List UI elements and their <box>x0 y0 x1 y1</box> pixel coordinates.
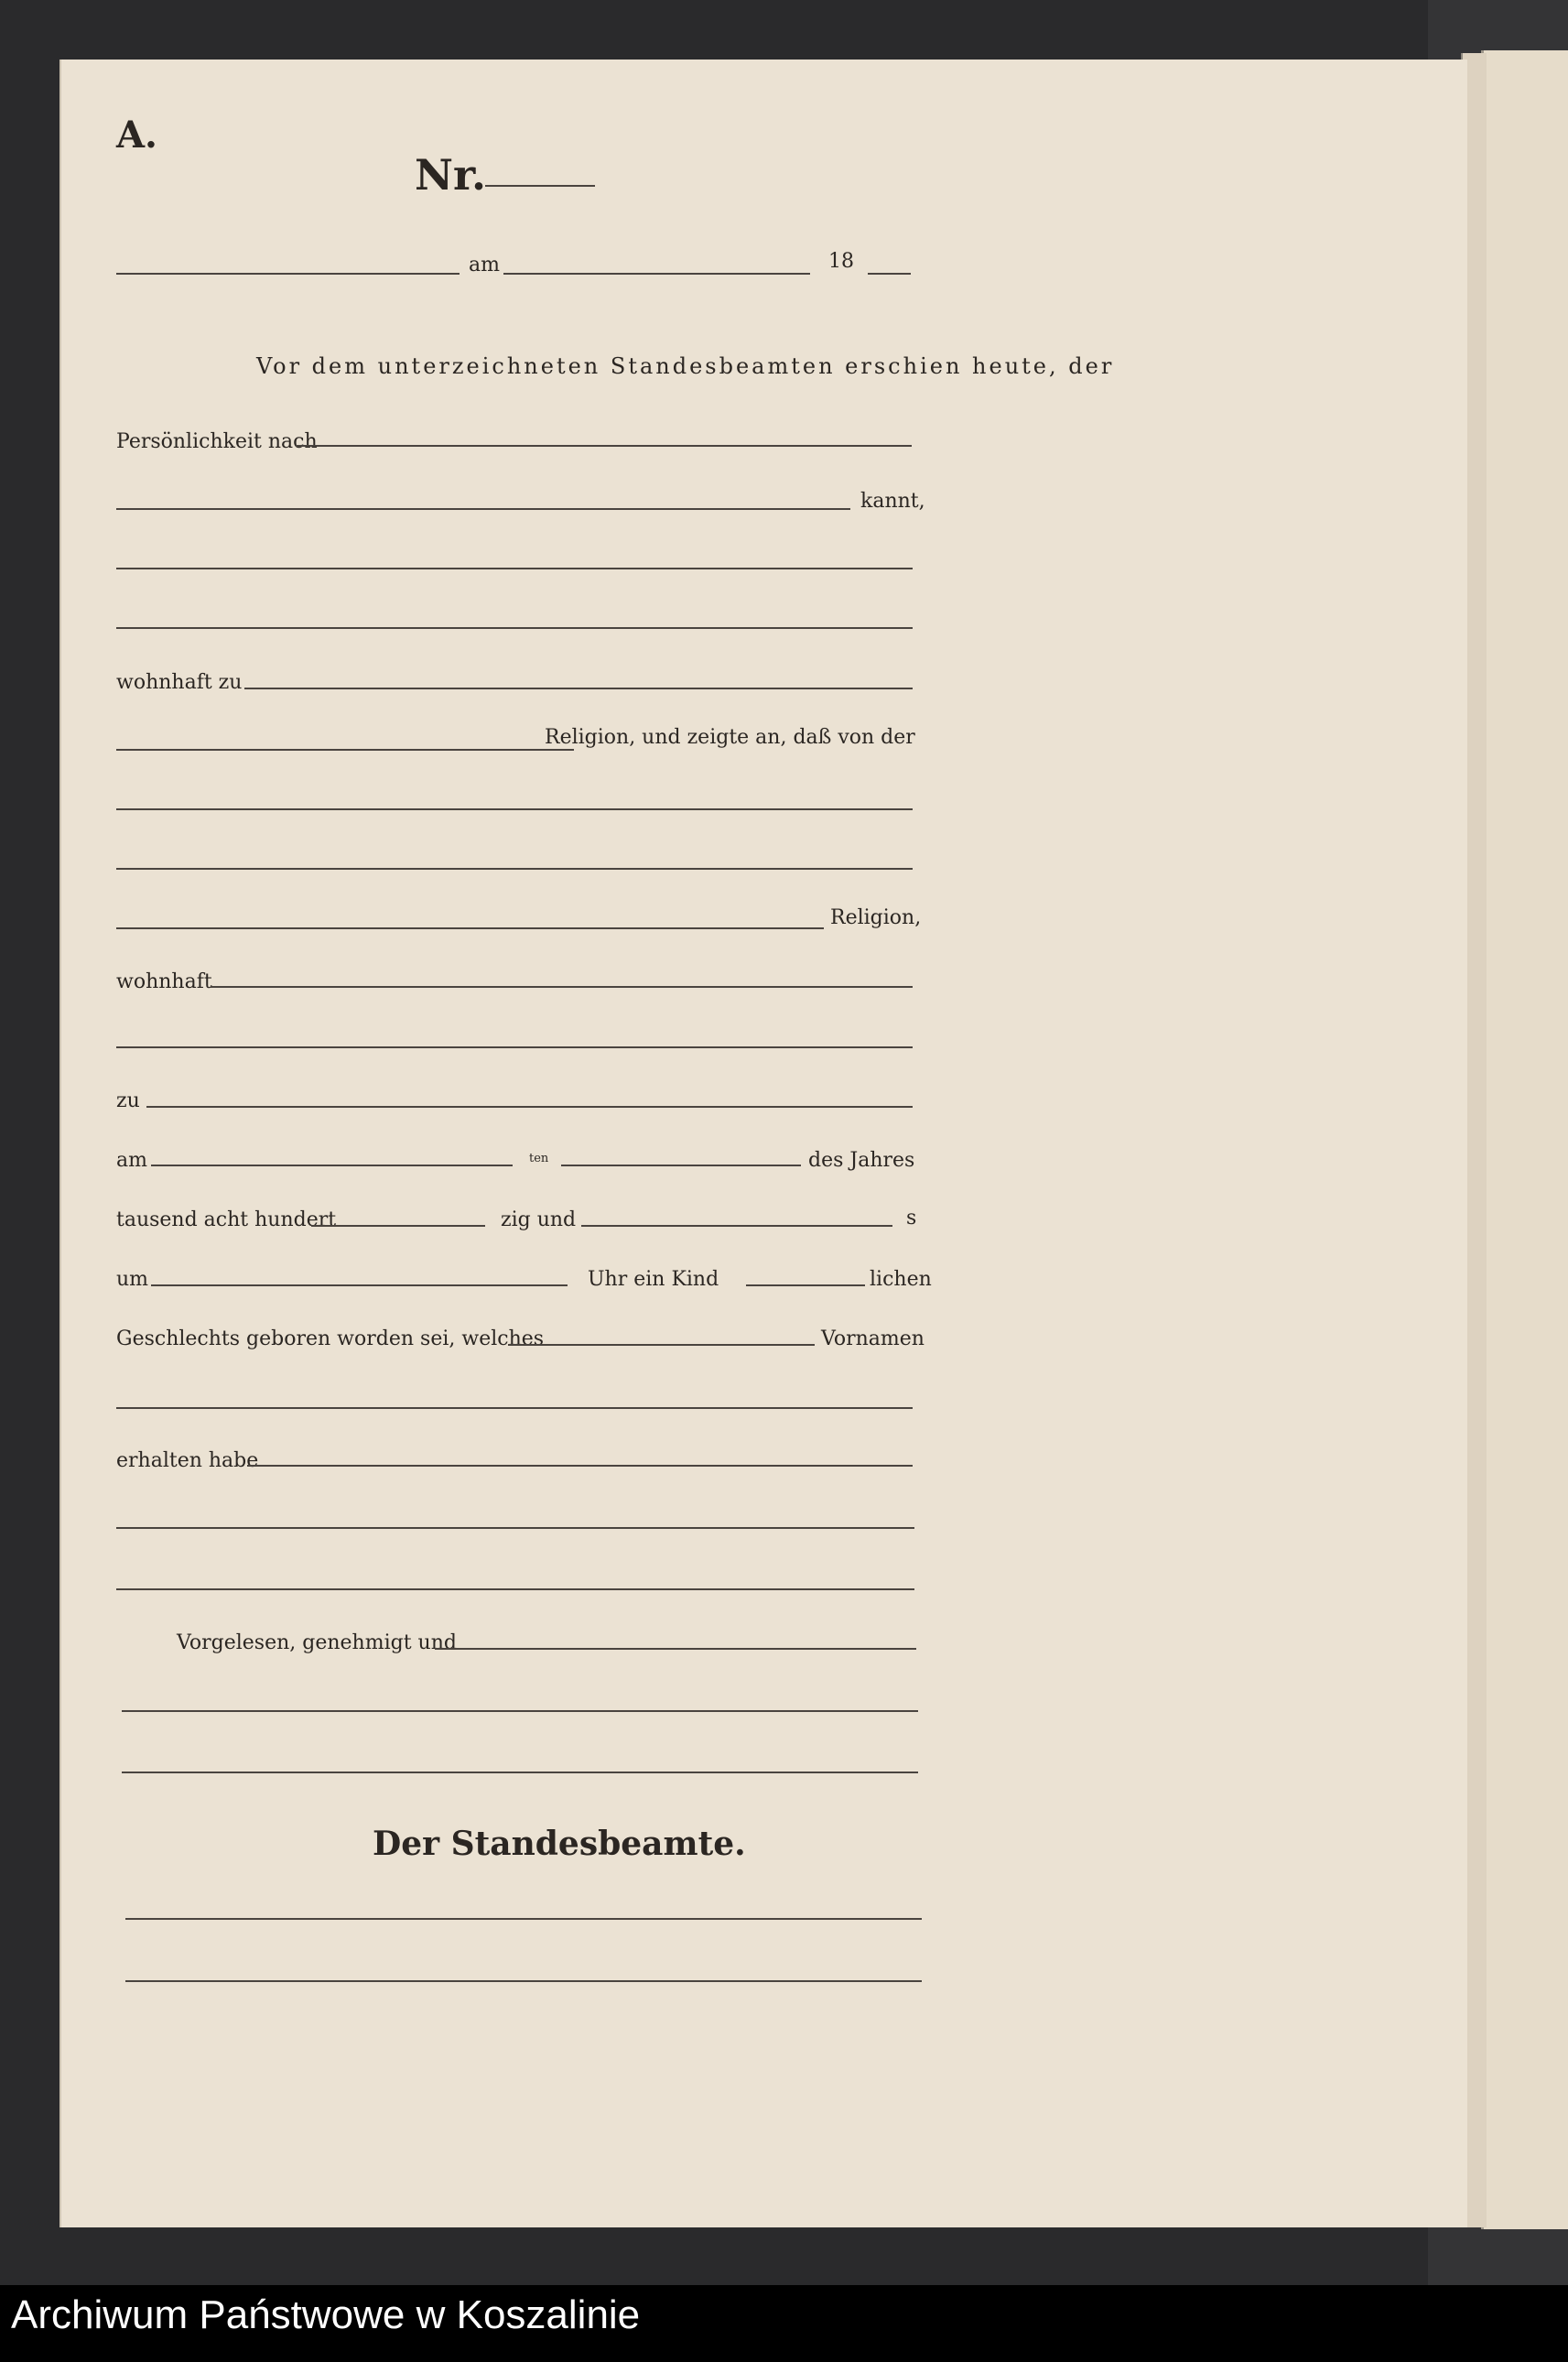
zu-label: zu <box>116 1089 140 1112</box>
uhr-kind-label: Uhr ein Kind <box>588 1268 719 1291</box>
blank-line-2 <box>116 627 913 629</box>
blank-line-1 <box>116 568 913 569</box>
archive-footer <box>0 2285 1568 2362</box>
ten-label: ten <box>529 1152 549 1165</box>
um-label: um <box>116 1268 149 1291</box>
decade-line <box>311 1225 485 1227</box>
next-page-edge <box>1481 50 1568 2229</box>
personality-label: Persönlichkeit nach <box>116 430 318 453</box>
date-am-label: am <box>469 254 500 276</box>
vorgelesen-label: Vorgelesen, genehmigt und <box>177 1631 457 1654</box>
am-label: am <box>116 1149 147 1172</box>
erhalten-label: erhalten habe <box>116 1449 259 1472</box>
blank-line-4 <box>116 868 913 870</box>
s-label: s <box>906 1207 917 1230</box>
hour-line <box>151 1284 568 1286</box>
wohnhaft-label: wohnhaft <box>116 970 212 993</box>
blank-line-5 <box>116 1046 913 1048</box>
blank-line-9 <box>122 1710 918 1712</box>
day-line <box>151 1165 513 1166</box>
blank-line-10 <box>122 1772 918 1773</box>
year-prefix: 18 <box>828 250 854 273</box>
blank-line-6 <box>116 1407 913 1409</box>
blank-line-8 <box>116 1588 914 1590</box>
tausend-label: tausend acht hundert <box>116 1208 337 1231</box>
number-label: Nr. <box>415 150 487 200</box>
number-line <box>485 185 595 187</box>
zu-line <box>146 1106 913 1108</box>
vorgelesen-line <box>435 1648 916 1650</box>
sex-line <box>746 1284 865 1286</box>
personality-line <box>296 445 912 447</box>
religion-line-1 <box>116 749 574 751</box>
geschlechts-label: Geschlechts geboren worden sei, welches <box>116 1327 545 1350</box>
intro-text: Vor dem unterzeichneten Standesbeamten erschien heute, der <box>256 353 1115 379</box>
vornamen-label: Vornamen <box>821 1327 925 1350</box>
kannt-label: kannt, <box>860 490 925 513</box>
year-line <box>868 273 911 275</box>
wohnhaft-zu-label: wohnhaft zu <box>116 671 243 694</box>
place-line <box>116 273 460 275</box>
month-line <box>561 1165 801 1166</box>
zig-und-label: zig und <box>501 1208 577 1231</box>
des-jahres-label: des Jahres <box>808 1149 915 1172</box>
signature-title: Der Standesbeamte. <box>373 1825 746 1863</box>
religion-anzeige-text: Religion, und zeigte an, daß von der <box>545 726 915 749</box>
known-line <box>116 508 850 510</box>
form-page <box>59 60 1467 2227</box>
archive-name: Archiwum Państwowe w Koszalinie <box>11 2292 641 2337</box>
lichen-label: lichen <box>870 1268 932 1291</box>
year-unit-line <box>581 1225 892 1227</box>
section-letter: A. <box>116 114 157 157</box>
wohnhaft-zu-line <box>244 688 913 689</box>
signature-line-2 <box>125 1980 922 1982</box>
given-names-line <box>508 1344 815 1346</box>
signature-line-1 <box>125 1918 922 1920</box>
wohnhaft-line <box>211 986 913 988</box>
blank-line-7 <box>116 1527 914 1529</box>
religion-label: Religion, <box>830 906 922 929</box>
religion-line-2 <box>116 927 824 929</box>
date-line <box>503 273 810 275</box>
blank-line-3 <box>116 808 913 810</box>
erhalten-line <box>247 1465 913 1467</box>
